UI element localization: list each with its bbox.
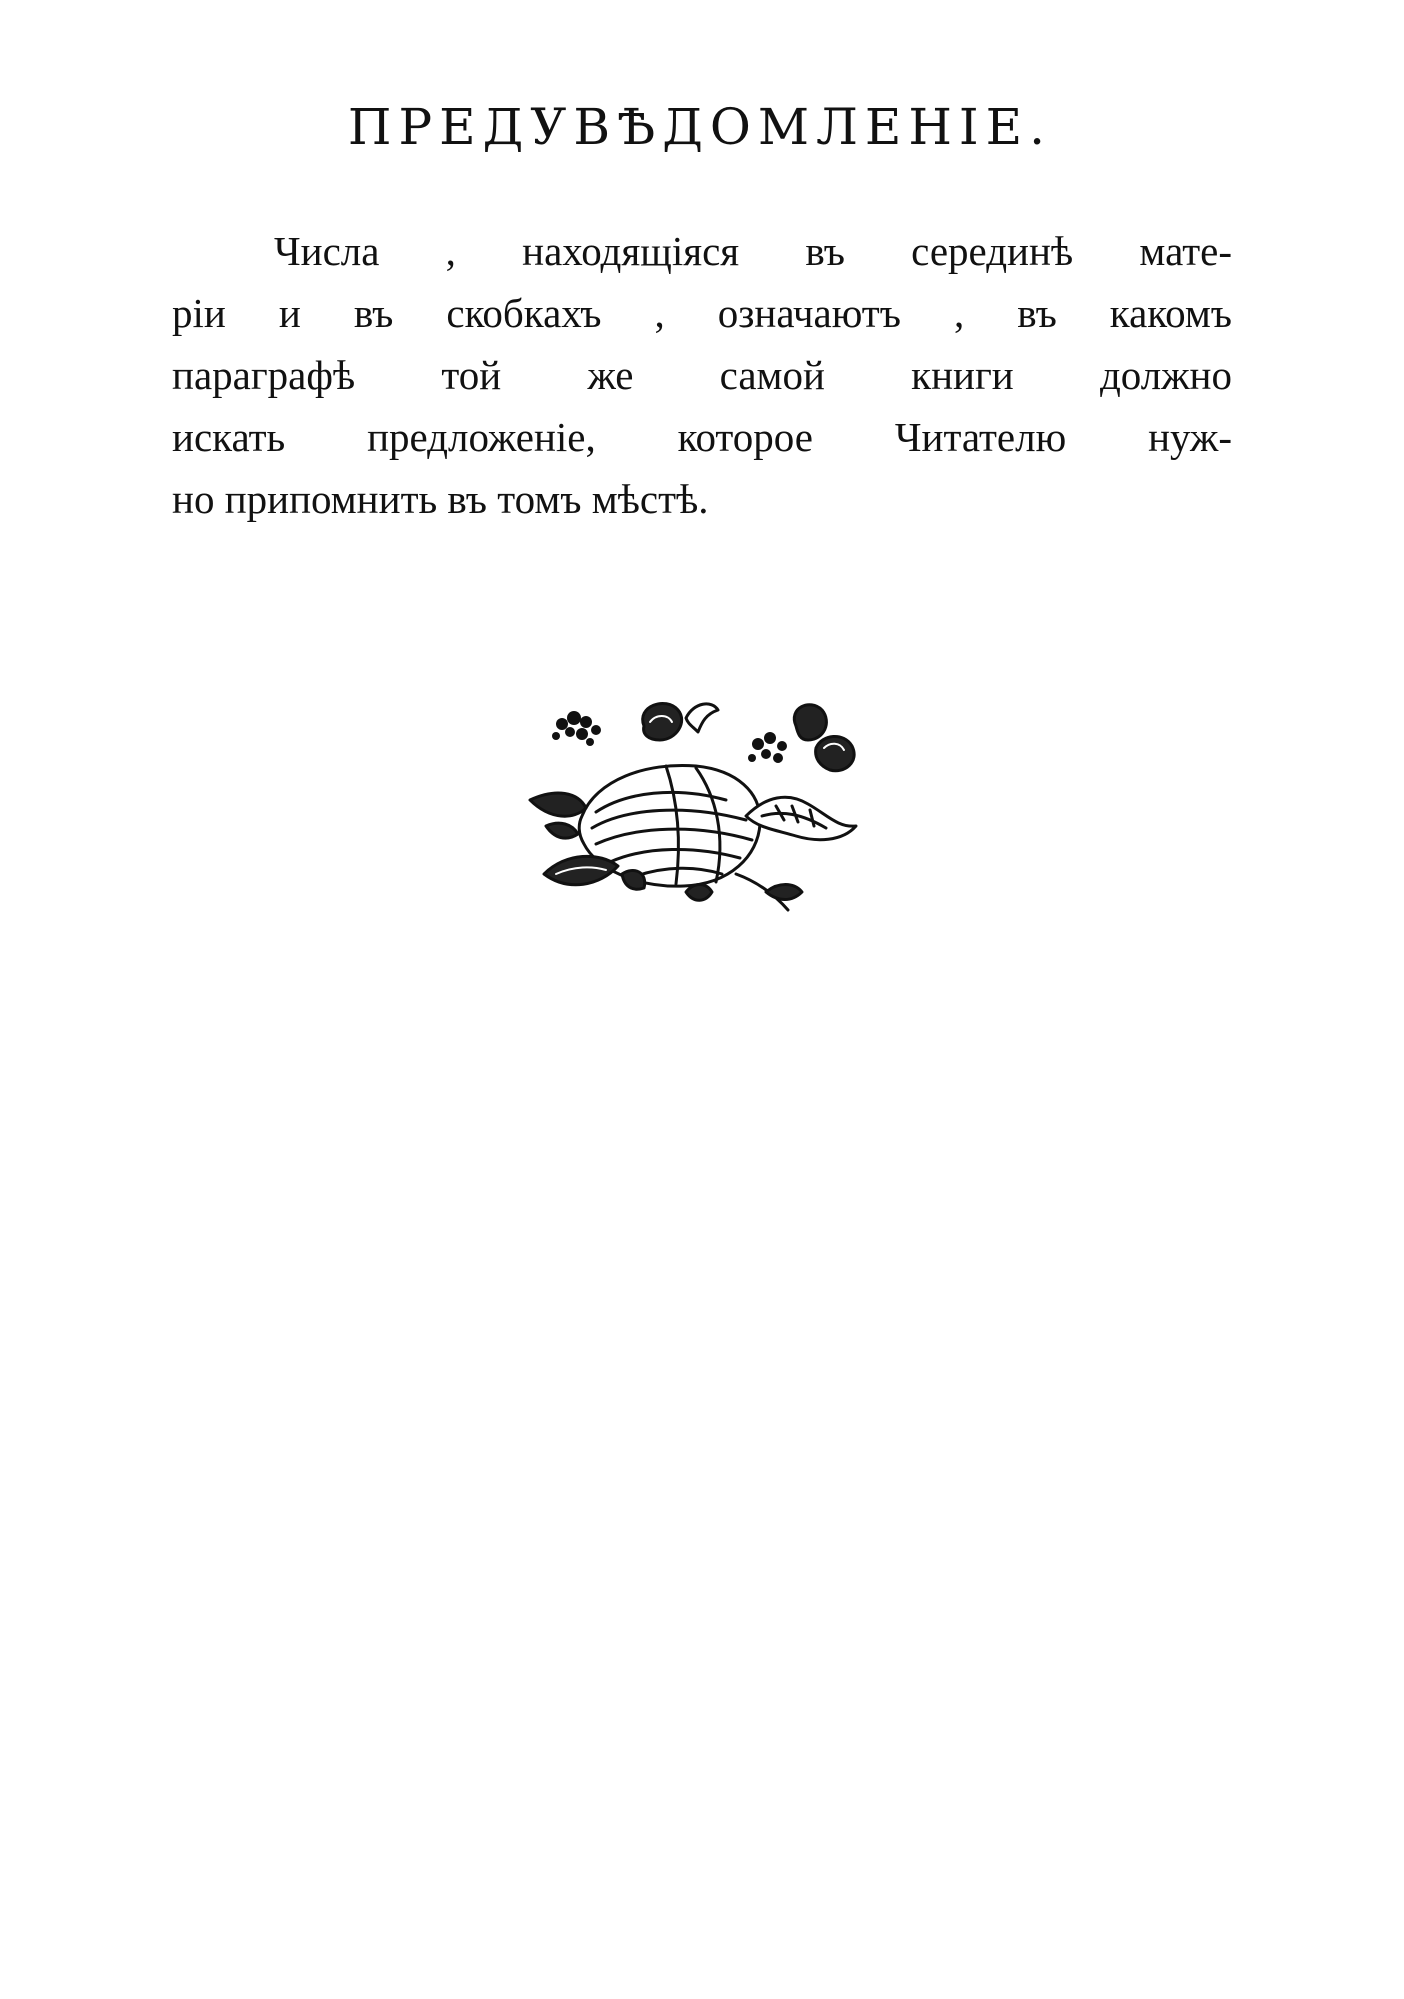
floral-vignette-icon [526,696,866,916]
page-title: ПРЕДУВѢДОМЛЕНІЕ. [347,98,1053,156]
paragraph-line: искать предложеніе, которое Читателю нуж- [172,414,1232,460]
notice-paragraph [172,220,1232,530]
paragraph-line: но припомнить въ томъ мѣстѣ. [172,476,709,522]
paragraph-line: Числа , находящіяся въ серединѣ мате- [274,228,1232,274]
paragraph-line: параграфѣ той же самой книги должно [172,352,1232,398]
paragraph-line: ріи и въ скобкахъ , означаютъ , въ какомъ [172,290,1232,336]
